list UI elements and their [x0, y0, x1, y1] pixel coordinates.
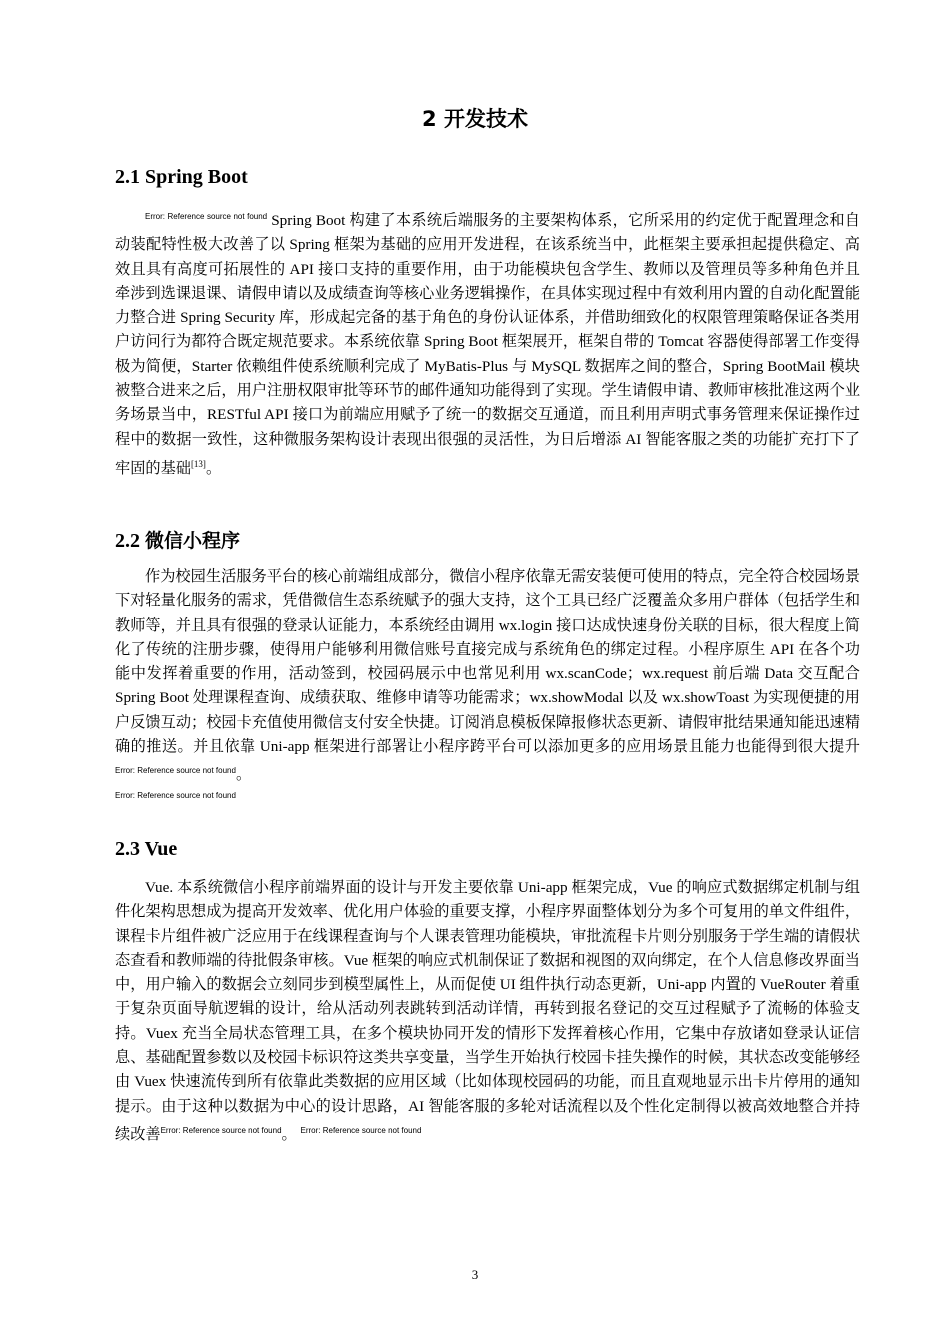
section-2-3-paragraph	[115, 876, 860, 1147]
reference-error: Error: Reference source not found	[115, 766, 236, 776]
section-heading-text: Spring Boot	[145, 166, 248, 188]
reference-error: Error: Reference source not found	[300, 1125, 422, 1135]
section-heading-2-2	[115, 526, 240, 553]
section-heading-2-1	[115, 166, 248, 189]
section-number: 2.3	[115, 838, 140, 860]
paragraph-end: 。	[205, 459, 222, 477]
paragraph-body: Vue. 本系统微信小程序前端界面的设计与开发主要依靠 Uni-app 框架完成，Vue 的响应式数据绑定机制与组件化架构思想成为提高开发效率、优化用户体验的重要支撑，小程序界面整体划分为多个可复用的单文件组件，课程卡片组件被广泛应用于在线课程查询与个人课表管理功能模块，审批流程卡片则分别服务于学生端的请假状态查看和教师端的待批假条审核。Vue 框架的响应式机制保证了数据和视图的双向绑定，在个人信息修改界面当中，用户输入的数据会立刻同步到模型属性上，从而促使 UI 组件执行动态更新，Uni-app 内置的 VueRouter 着重于复杂页面导航逻辑的设计，给从活动列表跳转到活动详情，再转到报名登记的交互过程赋予了流畅的体验支持。Vuex 充当全局状态管理工具，在多个模块协同开发的情形下发挥着核心作用，它集中存放诸如登录认证信息、基础配置参数以及校园卡标识符这类共享变量，当学生开始执行校园卡挂失操作的时候，其状态改变能够经由 Vuex 快速流传到所有依靠此类数据的应用区域（比如体现校园码的功能，而且直观地显示出卡片停用的通知提示。由于这种以数据为中心的设计思路，AI 智能客服的多轮对话流程以及个性化定制得以被高效地整合并持续改善	[115, 879, 860, 1143]
paragraph-end: 。	[235, 766, 252, 784]
chapter-title: 2 开发技术	[422, 107, 528, 131]
section-number: 2.2	[115, 530, 140, 552]
section-2-2-paragraph	[115, 565, 860, 788]
page-number: 3	[471, 1267, 479, 1282]
section-heading-text: Vue	[144, 838, 178, 860]
paragraph-body: Spring Boot 构建了本系统后端服务的主要架构体系，它所采用的约定优于配置理念和自动装配特性极大改善了以 Spring 框架为基础的应用开发进程，在该系统当中，此框架主要承担起提供稳定、高效且具有高度可拓展性的 API 接口支持的重要作用，由于功能模块包含学生、教师以及管理员等多种角色并且牵涉到选课退课、请假申请以及成绩查询等核心业务逻辑操作，在具体实现过程中有效利用内置的自动化配置能力整合进 Spring Security 库，形成起完备的基于角色的身份认证体系，并借助细致化的权限管理策略保证各类用户访问行为都符合既定规范要求。本系统依靠 Spring Boot 框架展开，框架自带的 Tomcat 容器使得部署工作变得极为简便，Starter 依赖组件使系统顺利完成了 MyBatis-Plus 与 MySQL 数据库之间的整合，Spring BootMail 模块被整合进来之后，用户注册权限审批等环节的邮件通知功能得到了实现。学生请假申请、教师审核批准这两个业务场景当中，RESTful API 接口为前端应用赋予了统一的数据交互通道，而且利用声明式事务管理来保证操作过程中的数据一致性，这种微服务架构设计表现出很强的灵活性，为日后增添 AI 智能客服之类的功能扩充打下了牢固的基础	[115, 212, 860, 477]
section-heading-2-3	[115, 838, 177, 861]
reference-error: Error: Reference source not found	[160, 1125, 282, 1135]
paragraph-body: 作为校园生活服务平台的核心前端组成部分，微信小程序依靠无需安装便可使用的特点，完全符合校园场景下对轻量化服务的需求，凭借微信生态系统赋予的强大支持，这个工具已经广泛覆盖众多用户群体（包括学生和教师等，并且具有很强的登录认证能力，本系统经由调用 wx.login 接口达成快速身份关联的目标，很大程度上简化了传统的注册步骤，使得用户能够利用微信账号直接完成与系统角色的绑定过程。小程序原生 API 在各个功能中发挥着重要的作用，活动签到，校园码展示中也常见利用 wx.scanCode；wx.request 前后端 Data 交互配合 Spring Boot 处理课程查询、成绩获取、维修申请等功能需求；wx.showModal 以及 wx.showToast 为实现便捷的用户反馈互动；校园卡充值使用微信支付安全快捷。订阅消息模板保障报修状态更新、请假审批结果通知能迅速精确的推送。并且依靠 Uni-app 框架进行部署让小程序跨平台可以添加更多的应用场景且能力也能得到很大提升	[115, 568, 860, 756]
reference-error-line: Error: Reference source not found	[115, 791, 236, 800]
reference-error: Error: Reference source not found	[145, 212, 268, 221]
citation: [13]	[190, 458, 206, 469]
paragraph-end: 。	[281, 1125, 297, 1143]
section-heading-text: 微信小程序	[145, 530, 241, 552]
section-number: 2.1	[115, 166, 140, 188]
section-2-1-paragraph	[115, 205, 860, 481]
